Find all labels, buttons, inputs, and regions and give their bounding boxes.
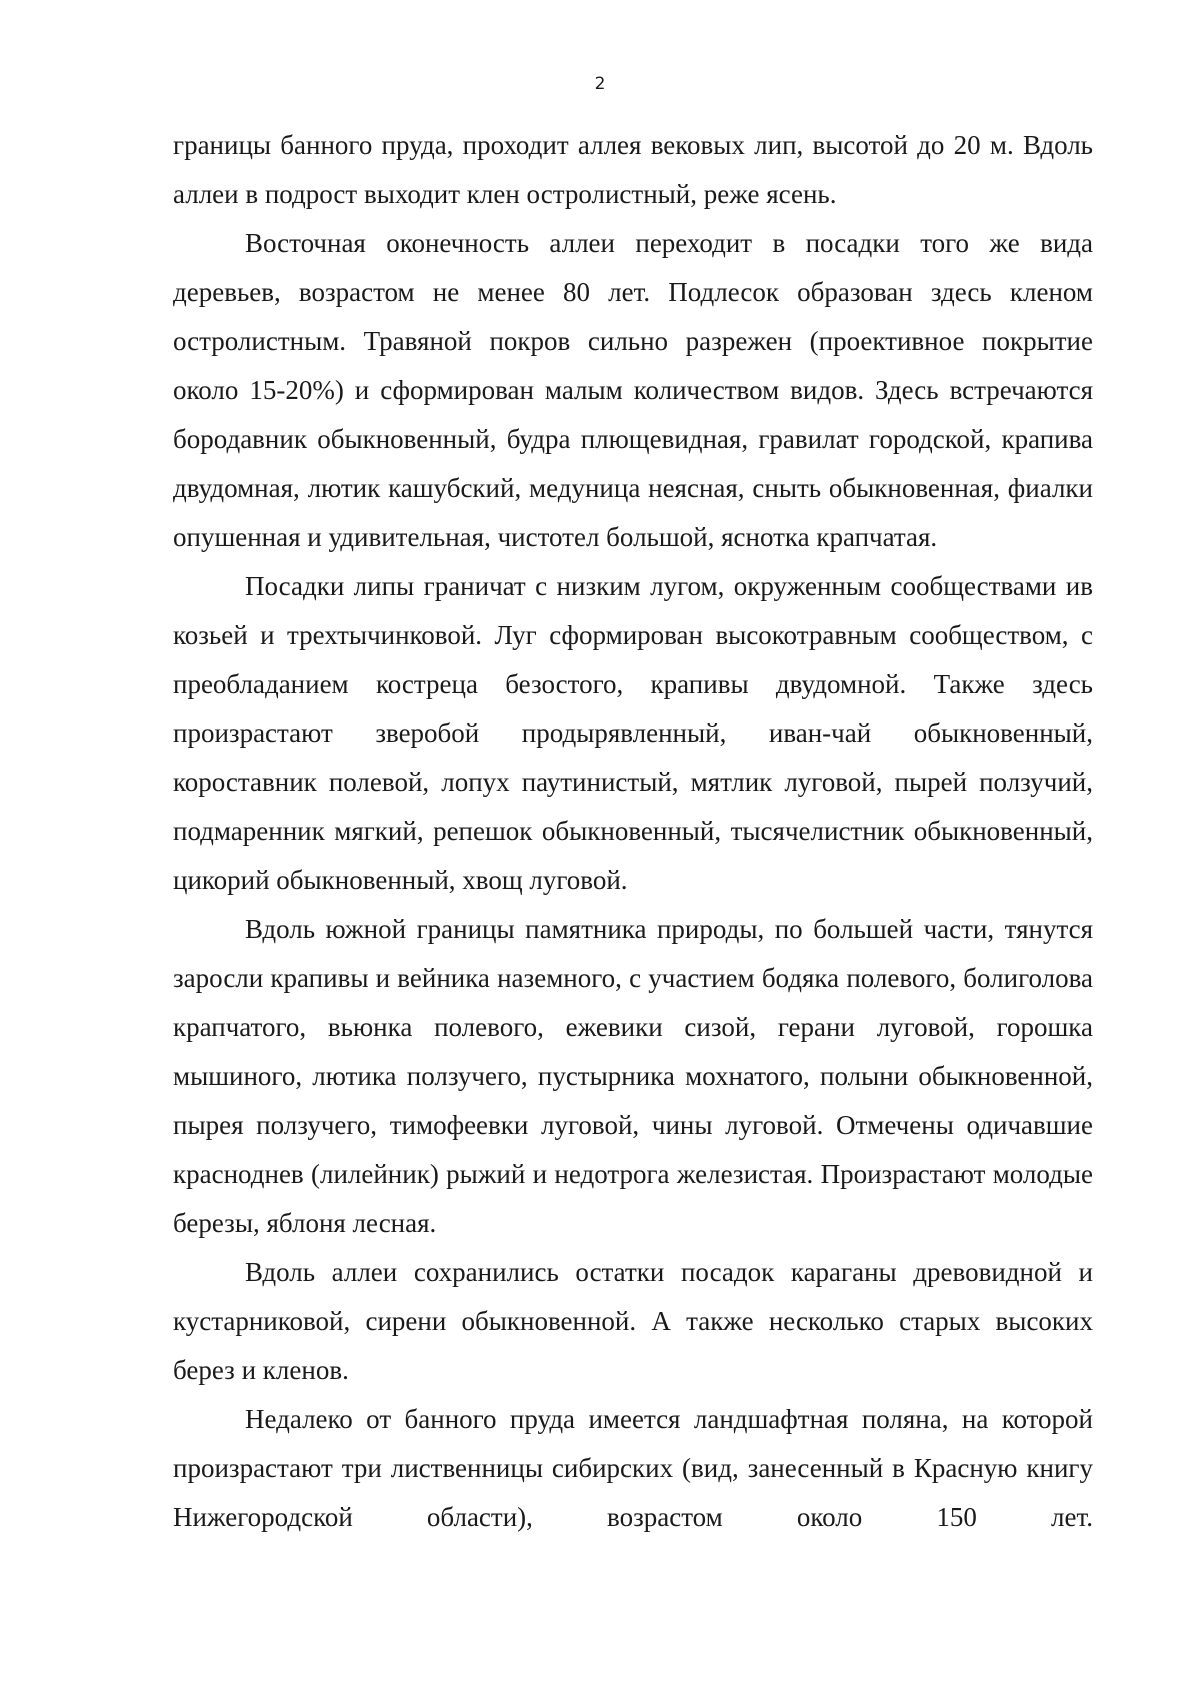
paragraph-1: границы банного пруда, проходит аллея вековых лип, высотой до 20 м. Вдоль аллеи в подрост выходит клен остролистный, реже ясень.: [173, 130, 1093, 209]
paragraph-3: Посадки липы граничат с низким лугом, окруженным сообществами ив козьей и трехтычинковой. Луг сформирован высокотравным сообществом, с преобладанием костреца безостого, крапивы двудомной. Также здесь произрастают зверобой продырявленный, иван-чай обыкновенный, короставник полевой, лопух паутинистый, мятлик луговой, пырей ползучий, подмаренник мягкий, репешок обыкновенный, тысячелистник обыкновенный, цикорий обыкновенный, хвощ луговой.: [173, 571, 1093, 895]
page-number: 2: [594, 74, 606, 94]
paragraph-2: Восточная оконечность аллеи переходит в посадки того же вида деревьев, возрастом не менее 80 лет. Подлесок образован здесь кленом остролистным. Травяной покров сильно разрежен (проективное покрытие около 15-20%) и сформирован малым количеством видов. Здесь встречаются бородавник обыкновенный, будра плющевидная, гравилат городской, крапива двудомная, лютик кашубский, медуница неясная, сныть обыкновенная, фиалки опушенная и удивительная, чистотел большой, яснотка крапчатая.: [173, 228, 1093, 552]
paragraph-5: Вдоль аллеи сохранились остатки посадок караганы древовидной и кустарниковой, сирени обыкновенной. А также несколько старых высоких берез и кленов.: [173, 1257, 1093, 1385]
paragraph-4: Вдоль южной границы памятника природы, по большей части, тянутся заросли крапивы и вейника наземного, с участием бодяка полевого, болиголова крапчатого, вьюнка полевого, ежевики сизой, герани луговой, горошка мышиного, лютика ползучего, пустырника мохнатого, полыни обыкновенной, пырея ползучего, тимофеевки луговой, чины луговой. Отмечены одичавшие красноднев (лилейник) рыжий и недотрога железистая. Произрастают молодые березы, яблоня лесная.: [173, 914, 1093, 1238]
document-body: [173, 121, 1093, 1542]
paragraph-6: Недалеко от банного пруда имеется ландшафтная поляна, на которой произрастают три лиственницы сибирских (вид, занесенный в Красную книгу Нижегородской области), возрастом около 150 лет.: [173, 1404, 1093, 1532]
